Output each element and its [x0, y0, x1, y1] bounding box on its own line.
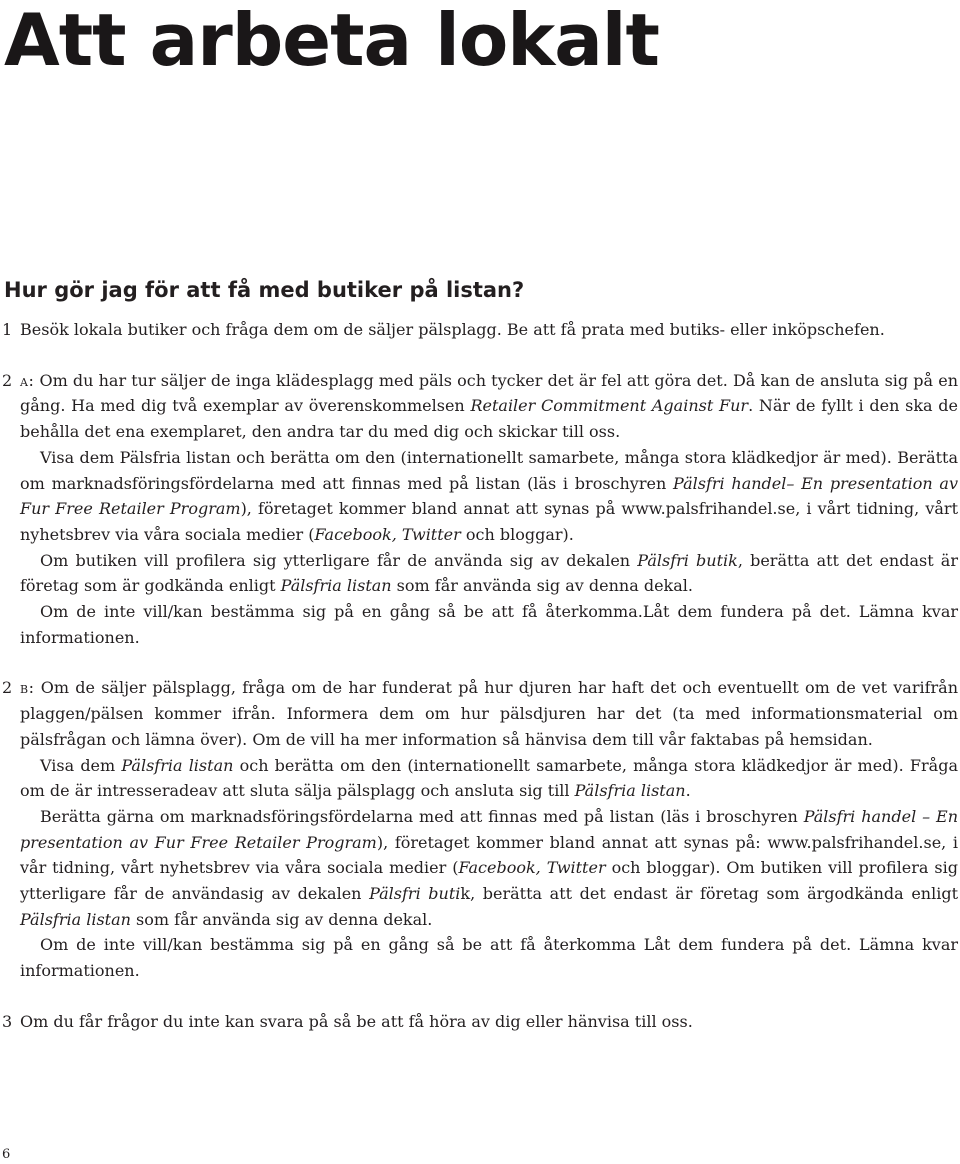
- item-2b-paragraph-4: [20, 932, 958, 983]
- item-1-text: Besök lokala butiker och fråga dem om de säljer pälsplagg. Be att få prata med butiks- eller inköpschefen.: [20, 320, 885, 339]
- italic-text: Facebook, Twitter: [314, 524, 461, 544]
- italic-text: Pälsfria listan: [121, 755, 234, 775]
- list-item-1: [2, 317, 958, 343]
- item-number: 1: [2, 320, 13, 339]
- text-run: k, berätta att det endast är företag som ärgodkända enligt: [460, 884, 958, 904]
- text-run: och bloggar). Om butiken vill profilera sig ytterligare får de användasig av dekalen: [20, 858, 958, 904]
- text-run: Om du har tur säljer de inga klädesplagg med päls och tycker det är fel att göra det. Då kan de ansluta sig på en gång. Ha med dig två exemplar av överenskommelsen: [20, 370, 958, 416]
- text-run: och bloggar).: [460, 524, 574, 544]
- item-number: 2: [2, 678, 13, 698]
- italic-text: Pälsfri butik: [637, 550, 738, 570]
- list-item-2b: [2, 675, 959, 983]
- text-run: ), företaget kommer bland annat att synas på www.palsfrihandel.se, i vårt tidning, vårt nyhetsbrev via våra sociala medier (: [20, 499, 958, 544]
- item-2b-paragraph-3: [20, 804, 958, 933]
- list-item-2a: [2, 368, 959, 651]
- text-run: Om de säljer pälsplagg, fråga om de har funderat på hur djuren har haft det och eventuellt om de vet varifrån plaggen/pälsen kommer ifrån. Informera dem om hur pälsdjuren har det (ta med informationsmaterial om pälsfrågan och lämna över). Om de vill ha mer information så hänvisa dem till vår faktabas på hemsidan.: [20, 678, 958, 749]
- text-run: . När de fyllt i den ska de behålla det ena exemplaret, den andra tar du med dig och skickar till oss.: [20, 396, 959, 442]
- page-title: Att arbeta lokalt: [4, 0, 659, 82]
- item-2b-paragraph-2: [20, 753, 958, 804]
- list-item-3: [2, 1009, 958, 1035]
- item-2b-paragraph-1: [20, 675, 958, 752]
- italic-text: Facebook, Twitter: [458, 858, 606, 878]
- text-run: Om de inte vill/kan bestämma sig på en gång så be att få återkomma Låt dem fundera på det. Lämna kvar informationen.: [20, 935, 958, 981]
- text-run: Visa dem Pälsfria listan och berätta om den (internationellt samarbete, många stora klädkedjor är med). Berätta om marknadsföringsfördelarna med att finnas med på listan (läs i broschyren: [20, 447, 958, 493]
- text-run: som får använda sig av denna dekal.: [391, 576, 693, 596]
- italic-text: Pälsfria listan: [20, 909, 131, 929]
- text-run: Berätta gärna om marknadsföringsfördelarna med att finnas med på listan (läs i broschyren: [40, 806, 804, 826]
- text-run: Om butiken vill profilera sig ytterligare får de använda sig av dekalen: [40, 550, 638, 570]
- text-run: .: [685, 781, 691, 801]
- item-2a-paragraph-2: [20, 445, 958, 548]
- item-number: 3: [2, 1011, 13, 1031]
- text-run: , berätta att det endast är företag som är godkända enligt: [20, 550, 958, 596]
- item-3-text: Om du får frågor du inte kan svara på så be att få höra av dig eller hänvisa till oss.: [20, 1011, 693, 1031]
- text-run: Om de inte vill/kan bestämma sig på en gång så be att få återkomma.Låt dem fundera på det. Lämna kvar informationen.: [20, 602, 958, 647]
- text-run: och berätta om den (internationellt samarbete, många stora klädkedjor är med). Fråga om de är intresseradeav att sluta sälja pälsplagg och ansluta sig till: [20, 755, 958, 801]
- item-2a-paragraph-1: [20, 368, 958, 445]
- text-run: Visa dem: [40, 755, 122, 775]
- page-number: 6: [2, 1147, 11, 1162]
- item-label: b:: [20, 678, 35, 698]
- italic-text: Pälsfri handel – En presentation av Fur Free Retailer Program: [20, 806, 958, 852]
- item-2a-paragraph-3: [20, 548, 958, 599]
- text-run: som får använda sig av denna dekal.: [130, 909, 433, 929]
- item-number: 2: [2, 370, 13, 390]
- italic-text: Retailer Commitment Against Fur: [470, 396, 749, 416]
- item-label: a:: [20, 370, 35, 390]
- item-2a-paragraph-4: [20, 599, 958, 650]
- section-heading: Hur gör jag för att få med butiker på listan?: [4, 278, 525, 302]
- document-body: [2, 317, 959, 1035]
- italic-text: Pälsfri buti: [369, 884, 461, 904]
- italic-text: Pälsfria listan: [574, 781, 686, 801]
- text-run: ), företaget kommer bland annat att synas på: www.palsfrihandel.se, i vår tidning, vårt nyhetsbrev via våra sociala medier (: [20, 832, 959, 878]
- italic-text: Pälsfria listan: [280, 576, 392, 596]
- italic-text: Pälsfri handel– En presentation av Fur Free Retailer Program: [20, 473, 959, 519]
